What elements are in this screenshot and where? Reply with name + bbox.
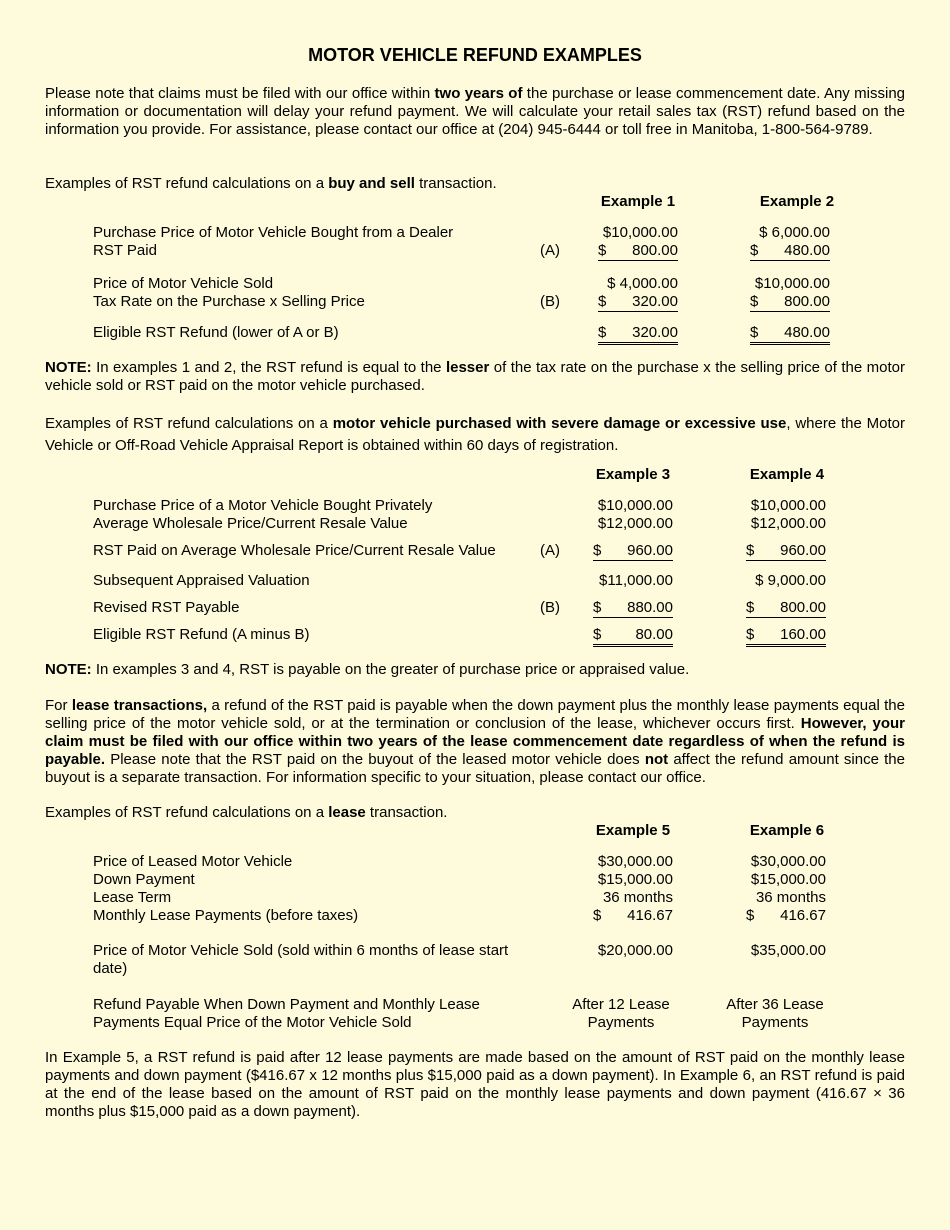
value-cell: $12,000.00 (597, 515, 673, 532)
row-label: Monthly Lease Payments (before taxes) (93, 907, 359, 924)
closing-paragraph: In Example 5, a RST refund is paid after 12 lease payments are made based on the amount of RST paid on the monthly lease payments and down payment ($416.67 x 12 months plus $15,000 paid as a down payment). In Example 6, an RST refund is paid at the end of the lease based on the amount of RST paid on the monthly lease payments and down payment (416.67 × 36 months plus $15,000 paid as a down payment). (45, 1049, 905, 1120)
header-example-4: Example 4 (749, 466, 825, 483)
row-label: Refund Payable When Down Payment and Monthly Lease (93, 996, 480, 1013)
damage-intro: Examples of RST refund calculations on a motor vehicle purchased with severe damage or excessive use, where the Motor Vehicle or Off-Road Vehicle Appraisal Report is obtained within 60 days of registration. (45, 415, 905, 454)
value-cell: After 36 Lease (726, 996, 824, 1013)
value-cell: $10,000.00 (754, 275, 830, 292)
row-label: Eligible RST Refund (A minus B) (93, 626, 310, 643)
row-label: Payments Equal Price of the Motor Vehicle Sold (93, 1014, 412, 1031)
value-cell: $ 800.00 (750, 293, 830, 310)
value-cell: $30,000.00 (597, 853, 673, 870)
value-cell: $ 480.00 (750, 324, 830, 345)
value-cell: $11,000.00 (599, 572, 673, 589)
value-cell: Payments (587, 1014, 655, 1031)
row-label: RST Paid on Average Wholesale Price/Current Resale Value (93, 542, 496, 559)
row-label: Tax Rate on the Purchase x Selling Price (93, 293, 365, 310)
value-cell: $ 480.00 (750, 242, 830, 259)
value-cell: $ 416.67 (746, 907, 826, 924)
value-cell: Payments (741, 1014, 809, 1031)
value-cell: $ 320.00 (598, 324, 678, 345)
row-tag: (B) (540, 293, 560, 310)
row-label: Down Payment (93, 871, 195, 888)
header-example-1: Example 1 (600, 193, 676, 210)
value-cell: $20,000.00 (597, 942, 673, 959)
row-label: Purchase Price of a Motor Vehicle Bought Privately (93, 497, 433, 514)
value-cell: 36 months (602, 889, 673, 906)
header-example-6: Example 6 (749, 822, 825, 839)
row-label: Lease Term (93, 889, 172, 906)
value-cell: $ 960.00 (593, 542, 673, 559)
row-label: Price of Leased Motor Vehicle (93, 853, 293, 870)
value-cell: $ 9,000.00 (755, 572, 826, 589)
header-example-2: Example 2 (759, 193, 835, 210)
value-cell: $15,000.00 (750, 871, 826, 888)
value-cell: After 12 Lease (572, 996, 670, 1013)
value-cell: $10,000.00 (602, 224, 678, 241)
page-title: MOTOR VEHICLE REFUND EXAMPLES (308, 45, 642, 65)
value-cell: $ 880.00 (593, 599, 673, 616)
value-cell: $ 800.00 (598, 242, 678, 259)
value-cell: $ 416.67 (593, 907, 673, 924)
value-cell: $15,000.00 (597, 871, 673, 888)
row-label: Purchase Price of Motor Vehicle Bought from a Dealer (93, 224, 454, 241)
value-cell: $ 800.00 (746, 599, 826, 616)
row-tag: (B) (540, 599, 560, 616)
lease-paragraph: For lease transactions, a refund of the RST paid is payable when the down payment plus the monthly lease payments equal the selling price of the motor vehicle sold, or at the termination or conclusion of the lease, whichever occurs first. However, your claim must be filed with our office within two years of the lease commencement date regardless of when the refund is payable. Please note that the RST paid on the buyout of the leased motor vehicle does not affect the refund amount since the buyout is a separate transaction. For information specific to your situation, please contact our office. (45, 697, 906, 786)
value-cell: $ 4,000.00 (607, 275, 678, 292)
header-example-5: Example 5 (595, 822, 671, 839)
row-label: Price of Motor Vehicle Sold (sold within 6 months of lease start date) (93, 942, 509, 977)
value-cell: 36 months (755, 889, 826, 906)
header-example-3: Example 3 (595, 466, 671, 483)
row-tag: (A) (540, 242, 560, 259)
value-cell: $ 80.00 (593, 626, 673, 647)
row-label: Price of Motor Vehicle Sold (93, 275, 274, 292)
note-damage: NOTE: In examples 3 and 4, RST is payable on the greater of purchase price or appraised value. (45, 661, 690, 678)
value-cell: $ 960.00 (746, 542, 826, 559)
note-buy-sell: NOTE: In examples 1 and 2, the RST refund is equal to the lesser of the tax rate on the purchase x the selling price of the motor vehicle sold or RST paid on the motor vehicle purchased. (45, 359, 905, 394)
row-label: Subsequent Appraised Valuation (93, 572, 310, 589)
row-label: RST Paid (93, 242, 157, 259)
value-cell: $35,000.00 (750, 942, 826, 959)
value-cell: $10,000.00 (597, 497, 673, 514)
value-cell: $12,000.00 (750, 515, 826, 532)
row-label: Revised RST Payable (93, 599, 240, 616)
row-label: Eligible RST Refund (lower of A or B) (93, 324, 339, 341)
row-label: Average Wholesale Price/Current Resale Value (93, 515, 408, 532)
row-tag: (A) (540, 542, 560, 559)
value-cell: $30,000.00 (750, 853, 826, 870)
intro-paragraph: Please note that claims must be filed with our office within two years of the purchase or lease commencement date. Any missing information or documentation will delay your refund payment. We will calculate your retail sales tax (RST) refund based on the information you provide. For assistance, please contact our office at (204) 945-6444 or toll free in Manitoba, 1-800-564-9789. (45, 85, 906, 138)
buy-sell-intro: Examples of RST refund calculations on a buy and sell transaction. (45, 175, 497, 192)
value-cell: $ 6,000.00 (759, 224, 830, 241)
value-cell: $ 320.00 (598, 293, 678, 310)
value-cell: $ 160.00 (746, 626, 826, 647)
value-cell: $10,000.00 (750, 497, 826, 514)
lease-intro: Examples of RST refund calculations on a lease transaction. (45, 804, 448, 821)
